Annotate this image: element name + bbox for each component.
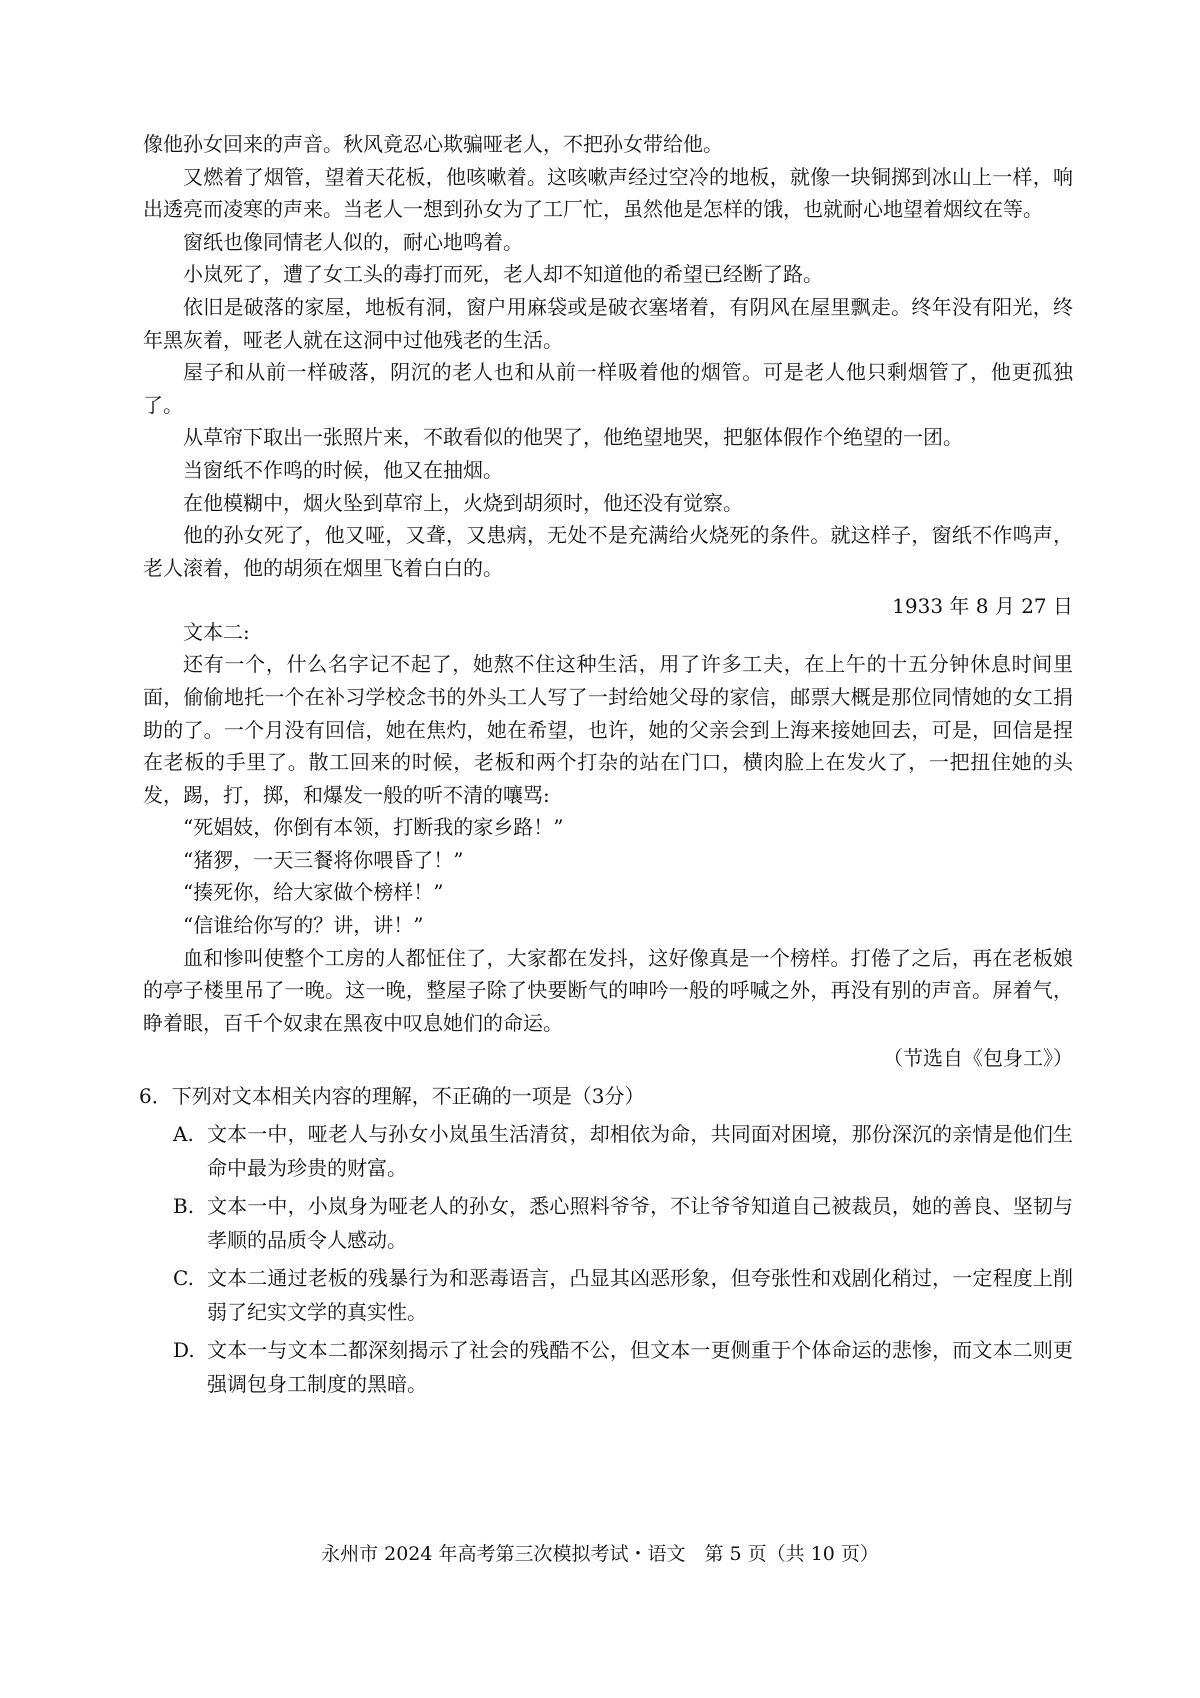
option-letter: B. xyxy=(173,1194,195,1219)
option-text: 文本一与文本二都深刻揭示了社会的残酷不公，但文本一更侧重于个体命运的悲惨，而文本二则更强调包身工制度的黑暗。 xyxy=(207,1338,1073,1397)
text-two-section xyxy=(143,616,1073,1075)
text-one-paragraph: 从草帘下取出一张照片来，不敢看似的他哭了，他绝望地哭，把躯体假作个绝望的一团。 xyxy=(183,425,963,450)
option-text: 文本一中，哑老人与孙女小岚虽生活清贫，却相依为命，共同面对困境，那份深沉的亲情是他们生命中最为珍贵的财富。 xyxy=(207,1122,1073,1181)
text-one-paragraph: 他的孙女死了，他又哑，又聋，又患病，无处不是充满给火烧死的条件。就这样子，窗纸不作鸣声，老人滚着，他的胡须在烟里飞着白白的。 xyxy=(143,523,1073,580)
text-one-paragraph: 又燃着了烟管，望着天花板，他咳嗽着。这咳嗽声经过空冷的地板，就像一块铜掷到冰山上一样，响出透亮而凌寒的声来。当老人一想到孙女为了工厂忙，虽然他是怎样的饿，也就耐心地望着烟纹在等。 xyxy=(143,164,1073,222)
text-one-paragraph: 窗纸也像同情老人似的，耐心地鸣着。 xyxy=(183,229,523,254)
option-letter: C. xyxy=(173,1266,194,1291)
option-d xyxy=(143,1333,1073,1401)
text-two-label: 文本二: xyxy=(183,620,250,645)
text-two-paragraph: “猪猡，一天三餐将你喂昏了！” xyxy=(183,847,464,872)
option-letter: A. xyxy=(173,1122,194,1147)
option-text: 文本二通过老板的残暴行为和恶毒语言，凸显其凶恶形象，但夸张性和戏剧化稍过，一定程度上削弱了纪实文学的真实性。 xyxy=(207,1266,1073,1325)
text-two-paragraph: 血和惨叫使整个工房的人都怔住了，大家都在发抖，这好像真是一个榜样。打倦了之后，再在老板娘的亭子楼里吊了一晚。这一晚，整屋子除了快要断气的呻吟一般的呼喊之外，再没有别的声音。屏着气，睁着眼，百千个奴隶在黑夜中叹息她们的命运。 xyxy=(143,945,1073,1035)
option-text: 文本一中，小岚身为哑老人的孙女，悉心照料爷爷，不让爷爷知道自己被裁员，她的善良、坚韧与孝顺的品质令人感动。 xyxy=(207,1194,1073,1253)
text-one-section xyxy=(143,128,1073,622)
text-one-paragraph: 像他孙女回来的声音。秋风竟忍心欺骗哑老人，不把孙女带给他。 xyxy=(143,132,723,156)
page-footer: 永州市 2024 年高考第三次模拟考试・语文 第 5 页（共 10 页） xyxy=(321,1543,879,1565)
option-b xyxy=(143,1189,1073,1257)
text-two-paragraph: 还有一个，什么名字记不起了，她熬不住这种生活，用了许多工夫，在上午的十五分钟休息时间里面，偷偷地托一个在补习学校念书的外头工人写了一封给她父母的家信，邮票大概是那位同情她的女工捐助的了。一个月没有回信，她在焦灼，她在希望，也许，她的父亲会到上海来接她回去，可是，回信是捏在老板的手里了。散工回来的时候，老板和两个打杂的站在门口，横肉脸上在发火了，一把扭住她的头发，踢，打，掷，和爆发一般的听不清的嚷骂: xyxy=(143,652,1073,807)
option-letter: D. xyxy=(173,1338,195,1363)
text-two-paragraph: “死娼妓，你倒有本领，打断我的家乡路！” xyxy=(183,815,564,840)
option-c xyxy=(143,1261,1073,1329)
text-one-paragraph: 在他模糊中，烟火坠到草帘上，火烧到胡须时，他还没有觉察。 xyxy=(183,490,743,515)
text-two-source: （节选自《包身工》） xyxy=(883,1046,1073,1071)
text-one-paragraph: 屋子和从前一样破落，阴沉的老人也和从前一样吸着他的烟管。可是老人他只剩烟管了，他更孤独了。 xyxy=(143,360,1073,417)
option-a xyxy=(143,1117,1073,1185)
page-content xyxy=(139,128,1073,1401)
text-two-paragraph: “信谁给你写的？讲，讲！” xyxy=(183,913,424,938)
text-one-paragraph: 当窗纸不作鸣的时候，他又在抽烟。 xyxy=(183,457,503,482)
text-two-paragraph: “揍死你，给大家做个榜样！” xyxy=(183,880,444,905)
question-6 xyxy=(139,1079,1073,1401)
text-one-paragraph: 小岚死了，遭了女工头的毒打而死，老人却不知道他的希望已经断了路。 xyxy=(183,262,823,287)
question-stem: 6．下列对文本相关内容的理解，不正确的一项是（3分） xyxy=(139,1084,645,1109)
text-one-paragraph: 依旧是破落的家屋，地板有洞，窗户用麻袋或是破衣塞堵着，有阴风在屋里飘走。终年没有阳光，终年黑灰着，哑老人就在这洞中过他残老的生活。 xyxy=(143,294,1073,352)
text-one-date: 1933 年 8 月 27 日 xyxy=(892,594,1073,619)
